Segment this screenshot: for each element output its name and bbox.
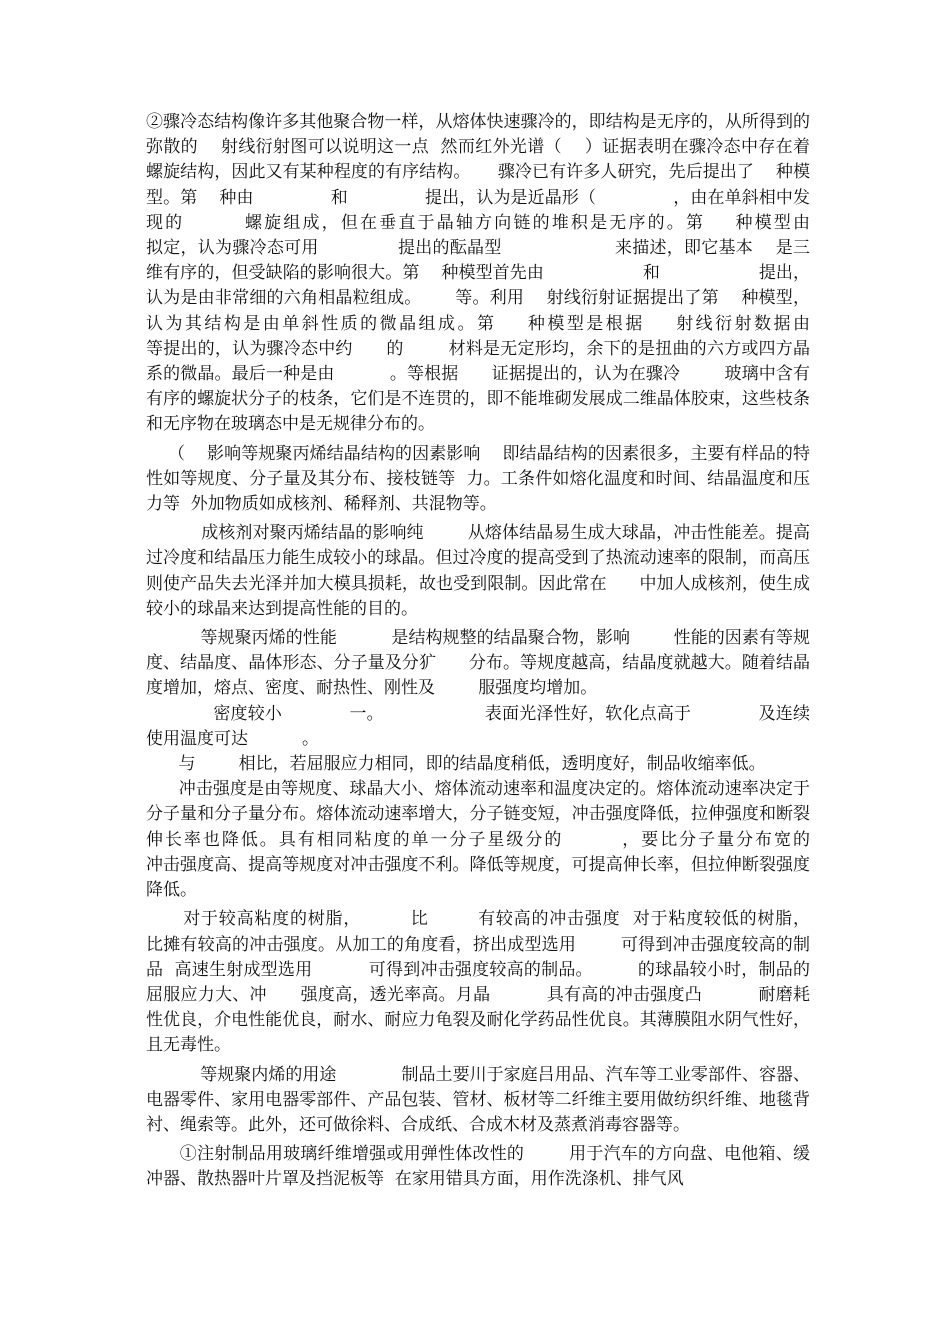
paragraph-4: 等规聚丙烯的性能 是结构规整的结晶聚合物，影响 性能的因素有等规度、结晶度、晶体形态、分子量及分犷 分布。等规度越高，结晶度就越大。随着结晶度增加，熔点、密度、耐热性、刚性及 服强度均增加。 [146,628,810,699]
paragraph-2: （ 影响等规聚丙烯结晶结构的因素影响 即结晶结构的因素很多，主要有样品的特性如等规度、分子量及其分布、接枝链等 力。工条件如熔化温度和时间、结晶温度和压力等 外加物质如成核剂、稀释剂、共混物等。 [146,443,810,515]
paragraph-6: 与 相比，若屈服应力相同，即的结晶度稍低，透明度好，制品收缩率低。 [146,754,766,775]
paragraph-5: 密度较小 一。 表面光泽性好，软化点高于 及连续使用温度可达 。 [146,703,810,749]
paragraph-8: 对于较高粘度的树脂， 比 有较高的冲击强度 对于粘度较低的树脂， 比摊有较高的冲击强度。从加工的角度看，挤出成型选用 可得到冲击强度较高的制品 高速生射成型选用 可得到冲击强度较高的制品。 的球晶较小时，制品的屈服应力大、冲 强度高，透光率高。月晶 具有高的冲击强度凸 耐磨耗性优良，介电性能优良，耐水、耐应力龟裂及耐化学药品性优良。其薄膜阻水阴气性好，且无毒性。 [146,909,843,1056]
paragraph-10: ①注射制品用玻璃纤维增强或用弹性体改性的 用于汽车的方向盘、电他箱、缓冲器、散热器叶片罩及挡泥板等 在家用错具方面，用作洗涤机、排气风 [146,1144,810,1190]
paragraph-7: 冲击强度是由等规度、球晶大小、熔体流动速率和温度决定的。熔体流动速率决定于分子量和分子量分布。熔体流动速率增大，分子链变短，冲击强度降低，拉伸强度和断裂伸长率也降低。具有相同粘度的单一分子星级分的 ，要比分子量分布宽的 冲击强度高、提高等规度对冲击强度不利。降低等规度，可提高伸长率，但拉伸断裂强度降低。 [146,779,875,901]
paragraph-9: 等规聚内烯的用途 制品土要川于家庭吕用品、汽车等工业零部件、容器、电器零件、家用电器零部件、产品包装、管材、板材等二纤维主要用做纺织纤维、地毯背衬、绳索等。此外，还可做徐料、合成纸、合成木材及蒸煮消毒容器等。 [146,1064,810,1135]
paragraph-3: 成核剂对聚丙烯结晶的影响纯 从熔体结晶易生成大球晶，冲击性能差。提高过冷度和结晶压力能生成较小的球晶。但过冷度的提高受到了热流动速率的限制，而高压则使产品失去光泽并加大模具损耗，故也受到限制。因此常在 中加人成核剂，使生成较小的球晶来达到提高性能的目的。 [146,523,810,619]
paragraph-1: ②骤冷态结构像许多其他聚合物一样，从熔体快速骤冷的，即结构是无序的，从所得到的弥散的 射线衍射图可以说明这一点 然而红外光谱（ ）证据表明在骤冷态中存在着螺旋结构，因此又有某种程度的有序结构。 骤冷已有许多人研究，先后提出了 种模型。第 种由 和 提出，认为是近晶形（ ，由在单斜相中发现的 螺旋组成，但在垂直于晶轴方向链的堆积是无序的。第 种模型由 拟定，认为骤冷态可用 提出的酝晶型 来描述，即它基本 是三维有序的，但受缺陷的影响很大。第 种模型首先由 和 提出，认为是由非常细的六角相晶粒组成。 等。利用 射线衍射证据提出了第 种模型，认为其结构是由单斜性质的微晶组成。第 种模型是根据 射线衍射数据由 等提出的，认为骤冷态中约 的 材料是无定形均，余下的是扭曲的六方或四方晶系的微晶。最后一种是由 。等根据 证据提出的，认为在骤冷 玻璃中含有有序的螺旋状分子的枝条，它们是不连贯的，即不能堆砌发展成二维晶体胶束，这些枝条和无序物在玻璃态中是无规律分布的。 [146,112,908,435]
document-body [146,110,908,1193]
